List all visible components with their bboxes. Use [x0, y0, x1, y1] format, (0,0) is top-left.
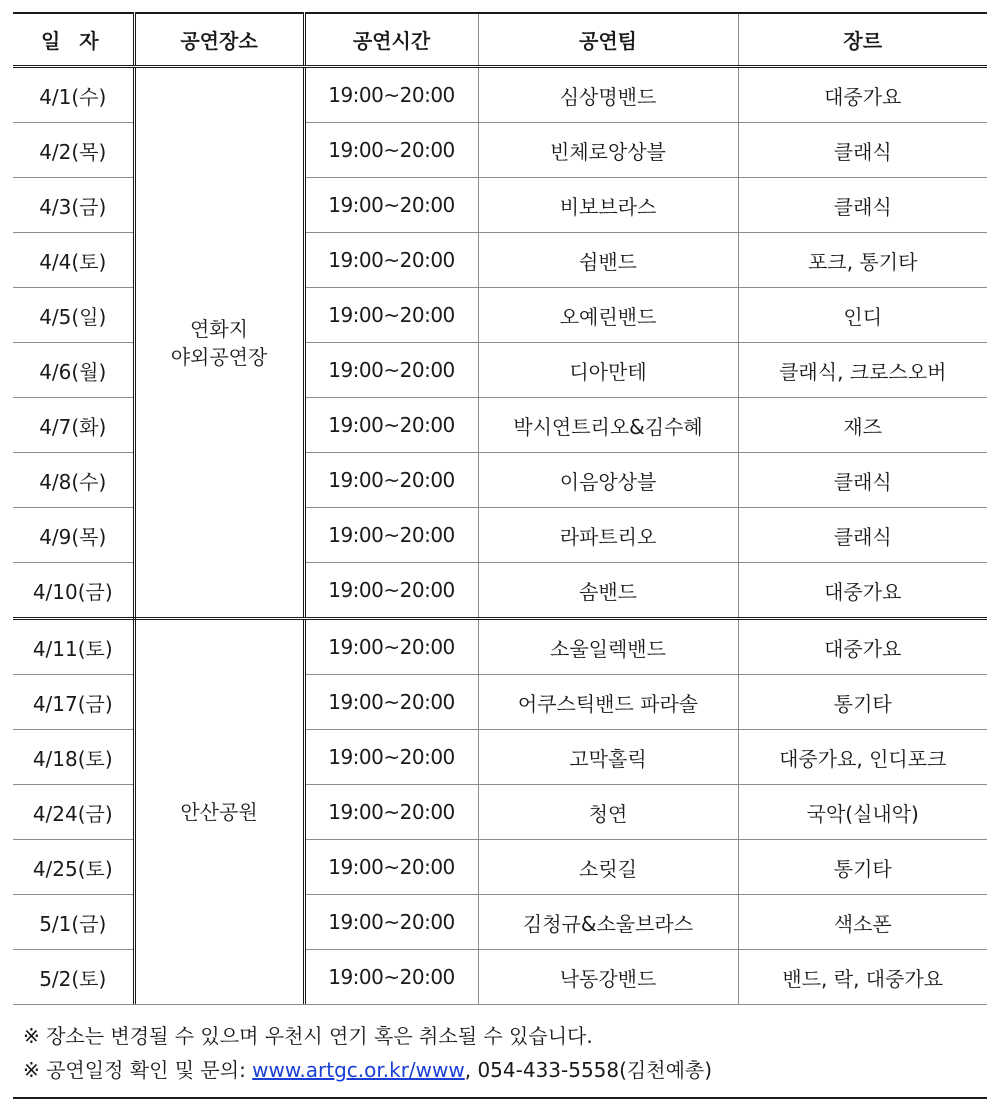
cell-team: 이음앙상블	[478, 453, 738, 508]
header-genre: 장르	[738, 13, 987, 67]
cell-genre: 통기타	[738, 840, 987, 895]
header-time: 공연시간	[304, 13, 478, 67]
cell-team: 심상명밴드	[478, 67, 738, 123]
venue-line: 연화지	[190, 316, 248, 341]
cell-team: 청연	[478, 785, 738, 840]
cell-genre: 클래식, 크로스오버	[738, 343, 987, 398]
cell-time: 19:00~20:00	[304, 233, 478, 288]
cell-team: 소릿길	[478, 840, 738, 895]
website-link[interactable]: www.artgc.or.kr/www	[252, 1058, 465, 1082]
cell-date: 4/6(월)	[13, 343, 134, 398]
cell-genre: 인디	[738, 288, 987, 343]
cell-date: 4/5(일)	[13, 288, 134, 343]
cell-time: 19:00~20:00	[304, 730, 478, 785]
cell-genre: 색소폰	[738, 895, 987, 950]
cell-date: 4/2(목)	[13, 123, 134, 178]
cell-genre: 클래식	[738, 123, 987, 178]
cell-venue	[134, 619, 304, 1005]
cell-genre: 대중가요	[738, 619, 987, 675]
schedule-table	[13, 12, 987, 1004]
cell-time: 19:00~20:00	[304, 453, 478, 508]
cell-genre: 클래식	[738, 178, 987, 233]
cell-time: 19:00~20:00	[304, 619, 478, 675]
cell-time: 19:00~20:00	[304, 288, 478, 343]
cell-time: 19:00~20:00	[304, 508, 478, 563]
cell-date: 4/3(금)	[13, 178, 134, 233]
cell-date: 4/18(토)	[13, 730, 134, 785]
cell-genre: 대중가요, 인디포크	[738, 730, 987, 785]
cell-time: 19:00~20:00	[304, 398, 478, 453]
cell-time: 19:00~20:00	[304, 343, 478, 398]
cell-time: 19:00~20:00	[304, 675, 478, 730]
cell-date: 4/9(목)	[13, 508, 134, 563]
cell-genre: 클래식	[738, 453, 987, 508]
cell-genre: 밴드, 락, 대중가요	[738, 950, 987, 1005]
cell-date: 5/2(토)	[39, 966, 107, 991]
cell-team: 김청규&소울브라스	[478, 895, 738, 950]
cell-date: 4/10(금)	[13, 563, 134, 619]
cell-time: 19:00~20:00	[304, 785, 478, 840]
cell-genre: 재즈	[738, 398, 987, 453]
cell-time: 19:00~20:00	[304, 67, 478, 123]
cell-date: 4/11(토)	[13, 619, 134, 675]
cell-time: 19:00~20:00	[304, 840, 478, 895]
cell-venue	[134, 67, 304, 619]
cell-date: 4/1(수)	[13, 67, 134, 123]
cell-team: 고막홀릭	[478, 730, 738, 785]
cell-time: 19:00~20:00	[304, 123, 478, 178]
cell-time: 19:00~20:00	[304, 178, 478, 233]
cell-date: 4/4(토)	[13, 233, 134, 288]
note-contact-suffix: , 054-433-5558(김천예총)	[464, 1058, 713, 1082]
note-contact-prefix: ※ 공연일정 확인 및 문의:	[23, 1058, 253, 1082]
schedule-document	[13, 12, 987, 1099]
header-team: 공연팀	[478, 13, 738, 67]
cell-time: 19:00~20:00	[304, 563, 478, 619]
cell-team: 비보브라스	[478, 178, 738, 233]
venue-line: 야외공연장	[170, 344, 268, 369]
cell-date: 4/7(화)	[13, 398, 134, 453]
cell-team: 빈체로앙상블	[478, 123, 738, 178]
header-row	[13, 13, 987, 67]
table-row	[13, 67, 987, 123]
note-weather: ※ 장소는 변경될 수 있으며 우천시 연기 혹은 취소될 수 있습니다.	[23, 1024, 593, 1048]
cell-team: 어쿠스틱밴드 파라솔	[478, 675, 738, 730]
cell-genre: 국악(실내악)	[738, 785, 987, 840]
cell-date: 5/1(금)	[13, 895, 134, 950]
cell-genre: 대중가요	[738, 563, 987, 619]
cell-genre: 대중가요	[738, 67, 987, 123]
cell-genre: 포크, 통기타	[738, 233, 987, 288]
cell-date: 4/25(토)	[13, 840, 134, 895]
cell-genre: 클래식	[738, 508, 987, 563]
cell-team: 소울일렉밴드	[478, 619, 738, 675]
note-contact	[23, 1053, 987, 1087]
cell-time: 19:00~20:00	[304, 950, 478, 1005]
cell-date: 4/17(금)	[13, 675, 134, 730]
header-date: 일 자	[13, 13, 134, 67]
cell-team: 솜밴드	[478, 563, 738, 619]
cell-genre: 통기타	[738, 675, 987, 730]
cell-team: 박시연트리오&김수혜	[478, 398, 738, 453]
header-venue: 공연장소	[134, 13, 304, 67]
cell-time: 19:00~20:00	[304, 895, 478, 950]
notes-section	[13, 1004, 987, 1099]
cell-team: 라파트리오	[478, 508, 738, 563]
cell-team: 디아만테	[478, 343, 738, 398]
cell-team: 쉼밴드	[478, 233, 738, 288]
cell-date: 4/24(금)	[13, 785, 134, 840]
cell-team: 낙동강밴드	[478, 950, 738, 1005]
cell-team: 오예린밴드	[478, 288, 738, 343]
cell-date: 4/8(수)	[13, 453, 134, 508]
table-row	[13, 619, 987, 675]
venue-line: 안산공원	[180, 800, 258, 824]
